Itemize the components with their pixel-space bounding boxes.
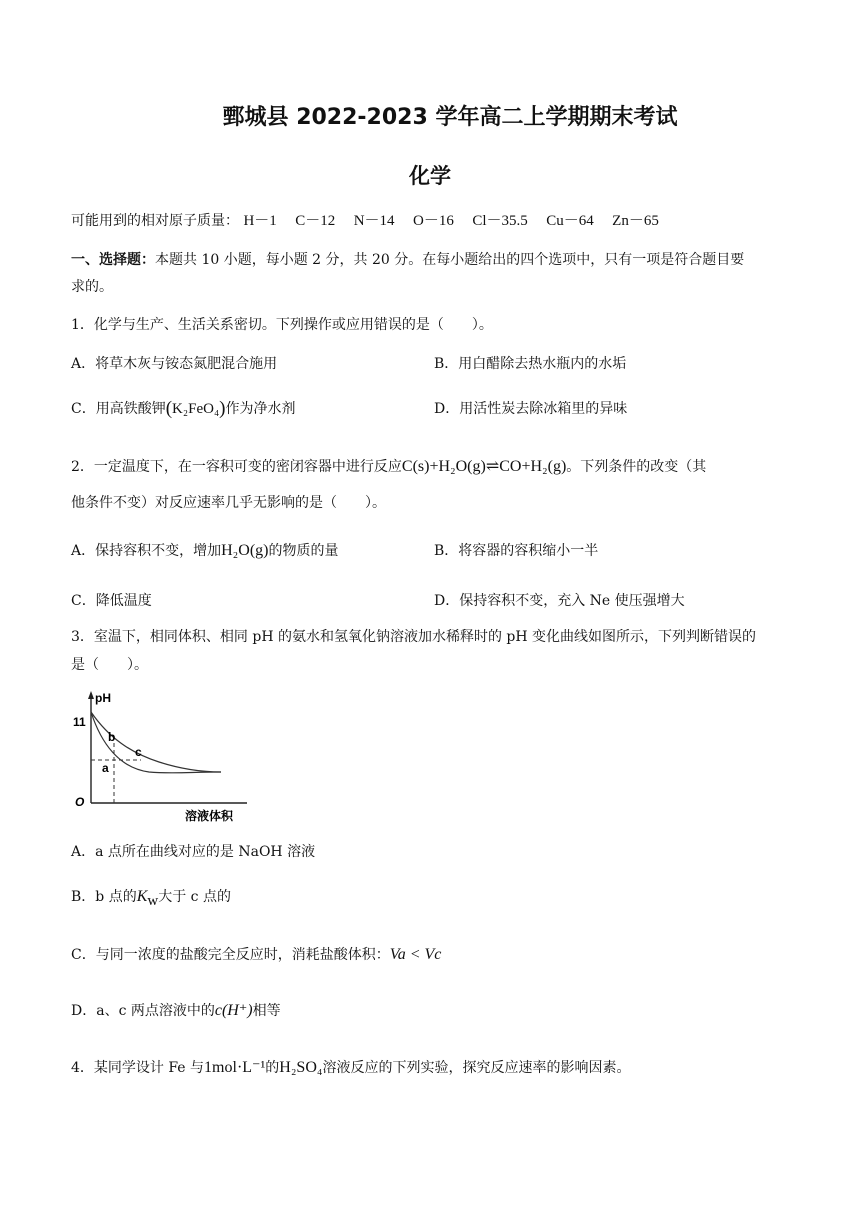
formula-h2so4: H₂SO₄	[279, 1059, 323, 1076]
point-c-label: c	[135, 745, 142, 759]
q4-stem	[71, 1057, 630, 1079]
q1-option-c-post: 作为净水剂	[225, 401, 296, 417]
y-tick-11: 11	[73, 715, 86, 729]
x-axis-label: 溶液体积	[185, 809, 234, 823]
q4-stem-mid: 的	[265, 1060, 280, 1076]
mass-zn: Zn－65	[612, 213, 659, 229]
mass-cl: Cl－35.5	[472, 213, 528, 229]
y-axis-label: pH	[95, 691, 111, 705]
q1-formula: (K₂FeO₄)	[165, 398, 226, 419]
q3-option-c-pre: C．与同一浓度的盐酸完全反应时，消耗盐酸体积：	[71, 947, 390, 963]
formula-k2feo4: K₂FeO₄	[172, 401, 220, 417]
q3-option-b-post: 大于 c 点的	[158, 889, 231, 905]
q1-option-d: D．用活性炭去除冰箱里的异味	[434, 401, 628, 417]
q2-stem	[71, 456, 706, 478]
q2-stem-post: 。下列条件的改变（其	[566, 459, 707, 475]
q2-equation: C(s)+H₂O(g)⇌CO+H₂(g)	[401, 458, 567, 475]
q1-option-c-text: C．用高铁酸钾	[71, 401, 166, 417]
mass-o: O－16	[413, 213, 454, 229]
q4-stem-post: 溶液反应的下列实验，探究反应速率的影响因素。	[322, 1060, 631, 1076]
q2-option-a-post: 的物质的量	[268, 543, 339, 559]
section-text-1: 本题共 10 小题，每小题 2 分，共 20 分。在每小题给出的四个选项中，只有一项是符合题目要	[155, 252, 745, 268]
q3-option-b	[71, 886, 231, 912]
q1-option-c	[71, 398, 296, 420]
point-b-label: b	[108, 730, 116, 744]
q3-option-d-pre: D．a、c 两点溶液中的	[71, 1003, 215, 1019]
q3-option-b-pre: B．b 点的	[71, 889, 137, 905]
q1-option-b: B．用白醋除去热水瓶内的水垢	[434, 356, 627, 372]
section-label: 一、选择题：	[71, 252, 155, 268]
q2-stem-pre: 2．一定温度下，在一容积可变的密闭容器中进行反应	[71, 459, 402, 475]
q3-option-c	[71, 944, 441, 966]
y-axis-arrow	[88, 691, 94, 699]
mass-c: C－12	[295, 213, 336, 229]
subject-title: 化学	[409, 164, 451, 188]
section-text-2: 求的。	[71, 279, 113, 295]
q1-option-a: A．将草木灰与铵态氮肥混合施用	[71, 356, 278, 372]
kw-subscript: w	[147, 892, 159, 909]
q3-option-a: A．a 点所在曲线对应的是 NaOH 溶液	[71, 844, 316, 860]
q2-option-c: C．降低温度	[71, 593, 152, 609]
mass-cu: Cu－64	[546, 213, 594, 229]
q2-option-b: B．将容器的容积缩小一半	[434, 543, 599, 559]
section-instructions	[71, 249, 744, 271]
q3-option-d	[71, 1000, 281, 1022]
q2-option-a	[71, 540, 338, 562]
q2-option-a-pre: A．保持容积不变，增加	[71, 543, 222, 559]
q4-concentration: 1mol·L⁻¹	[204, 1059, 266, 1076]
mass-n: N－14	[353, 213, 395, 229]
q3-stem-line1: 3．室温下，相同体积、相同 pH 的氨水和氢氧化钠溶液加水稀释时的 pH 变化曲线如图所示，下列判断错误的	[71, 629, 757, 645]
atomic-masses	[71, 210, 659, 232]
point-a-label: a	[102, 761, 109, 775]
exam-title: 鄄城县 2022-2023 学年高二上学期期末考试	[222, 105, 678, 130]
kw-symbol: K	[136, 888, 148, 905]
atomic-masses-label: 可能用到的相对原子质量：	[71, 213, 239, 229]
volume-inequality: Va < Vc	[389, 946, 442, 963]
formula-h2o: H₂O(g)	[221, 542, 269, 559]
q3-stem-line2: 是（ ）。	[71, 657, 148, 673]
h-ion-concentration: c(H⁺)	[214, 1002, 253, 1019]
mass-h: H－1	[243, 213, 277, 229]
ph-dilution-figure	[71, 688, 251, 823]
q4-stem-pre: 4．某同学设计 Fe 与	[71, 1060, 205, 1076]
q3-option-d-post: 相等	[252, 1003, 281, 1019]
q1-stem: 1．化学与生产、生活关系密切。下列操作或应用错误的是（ ）。	[71, 317, 493, 333]
q2-option-d: D．保持容积不变，充入 Ne 使压强增大	[434, 593, 685, 609]
origin-label: O	[75, 795, 85, 809]
q2-stem-line2: 他条件不变）对反应速率几乎无影响的是（ ）。	[71, 495, 386, 511]
